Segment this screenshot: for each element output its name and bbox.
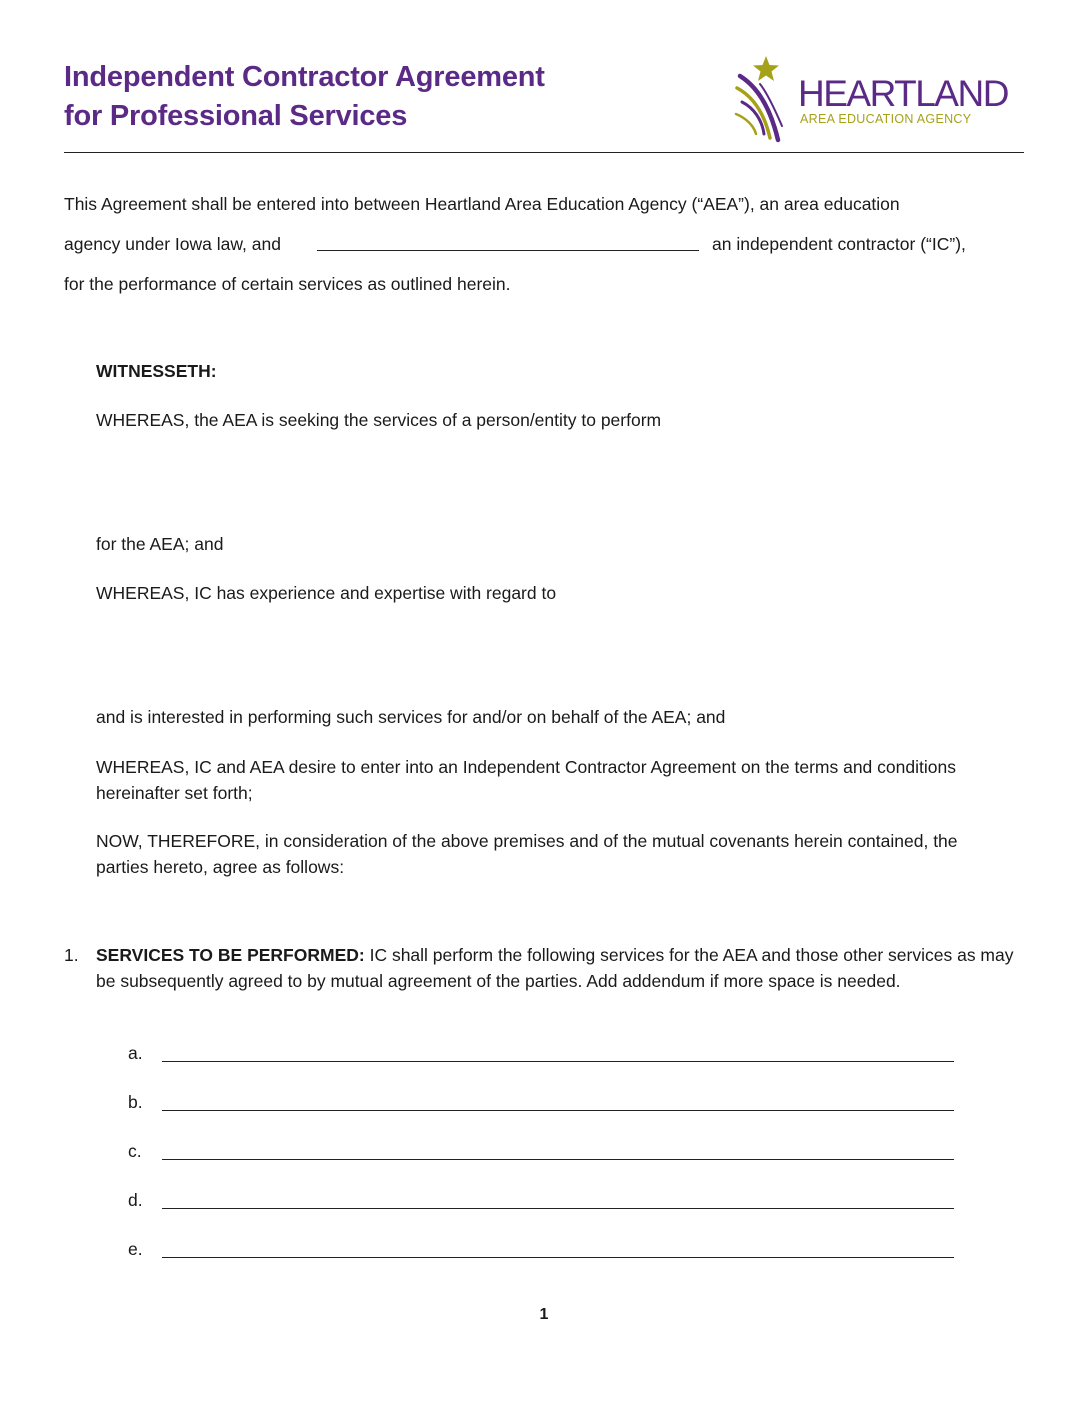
document-title [64,58,545,136]
witnesseth-heading: WITNESSETH: [96,361,217,381]
whereas-1: WHEREAS, the AEA is seeking the services of a person/entity to perform [96,410,662,430]
intro-line-3: for the performance of certain services as outlined herein. [64,274,511,294]
service-item-blank[interactable] [162,1257,954,1258]
section-1-body: IC shall perform the following services for the AEA and those other services as may be subsequently agreed to by mutual agreement of the parties. Add addendum if more space is needed. [96,945,1014,991]
whereas-3: WHEREAS, IC and AEA desire to enter into an Independent Contractor Agreement on the terms and conditions hereinafter set forth; [96,757,956,803]
intro-line-2-left: agency under Iowa law, and [64,234,281,254]
service-item-label: d. [128,1190,143,1210]
whereas-2-end: and is interested in performing such services for and/or on behalf of the AEA; and [96,707,726,727]
service-item-label: c. [128,1141,142,1161]
service-item-blank[interactable] [162,1061,954,1062]
title-line-2: for Professional Services [64,100,408,132]
service-item-blank[interactable] [162,1208,954,1209]
header-divider [64,152,1024,153]
section-1-text [96,942,1016,994]
whereas-2: WHEREAS, IC has experience and expertise with regard to [96,583,557,603]
service-item-label: e. [128,1239,143,1259]
service-item-blank[interactable] [162,1159,954,1160]
service-item-label: b. [128,1092,143,1112]
page-number: 1 [539,1306,549,1323]
section-1-heading: SERVICES TO BE PERFORMED: [96,945,365,965]
intro-line-1: This Agreement shall be entered into between Heartland Area Education Agency (“AEA”), an area education [64,194,900,214]
title-line-1: Independent Contractor Agreement [64,61,545,93]
whereas-1-end: for the AEA; and [96,534,224,554]
now-therefore: NOW, THEREFORE, in consideration of the above premises and of the mutual covenants herein contained, the parties hereto, agree as follows: [96,831,958,877]
section-1-number: 1. [64,945,79,965]
service-item-blank[interactable] [162,1110,954,1111]
heartland-logo [734,54,1010,144]
logo-subtitle: AREA EDUCATION AGENCY [800,112,972,126]
contractor-name-blank[interactable] [317,250,699,251]
intro-line-2-right: an independent contractor (“IC”), [712,234,966,254]
logo-wordmark: HEARTLAND [798,73,1008,114]
service-item-label: a. [128,1043,143,1063]
